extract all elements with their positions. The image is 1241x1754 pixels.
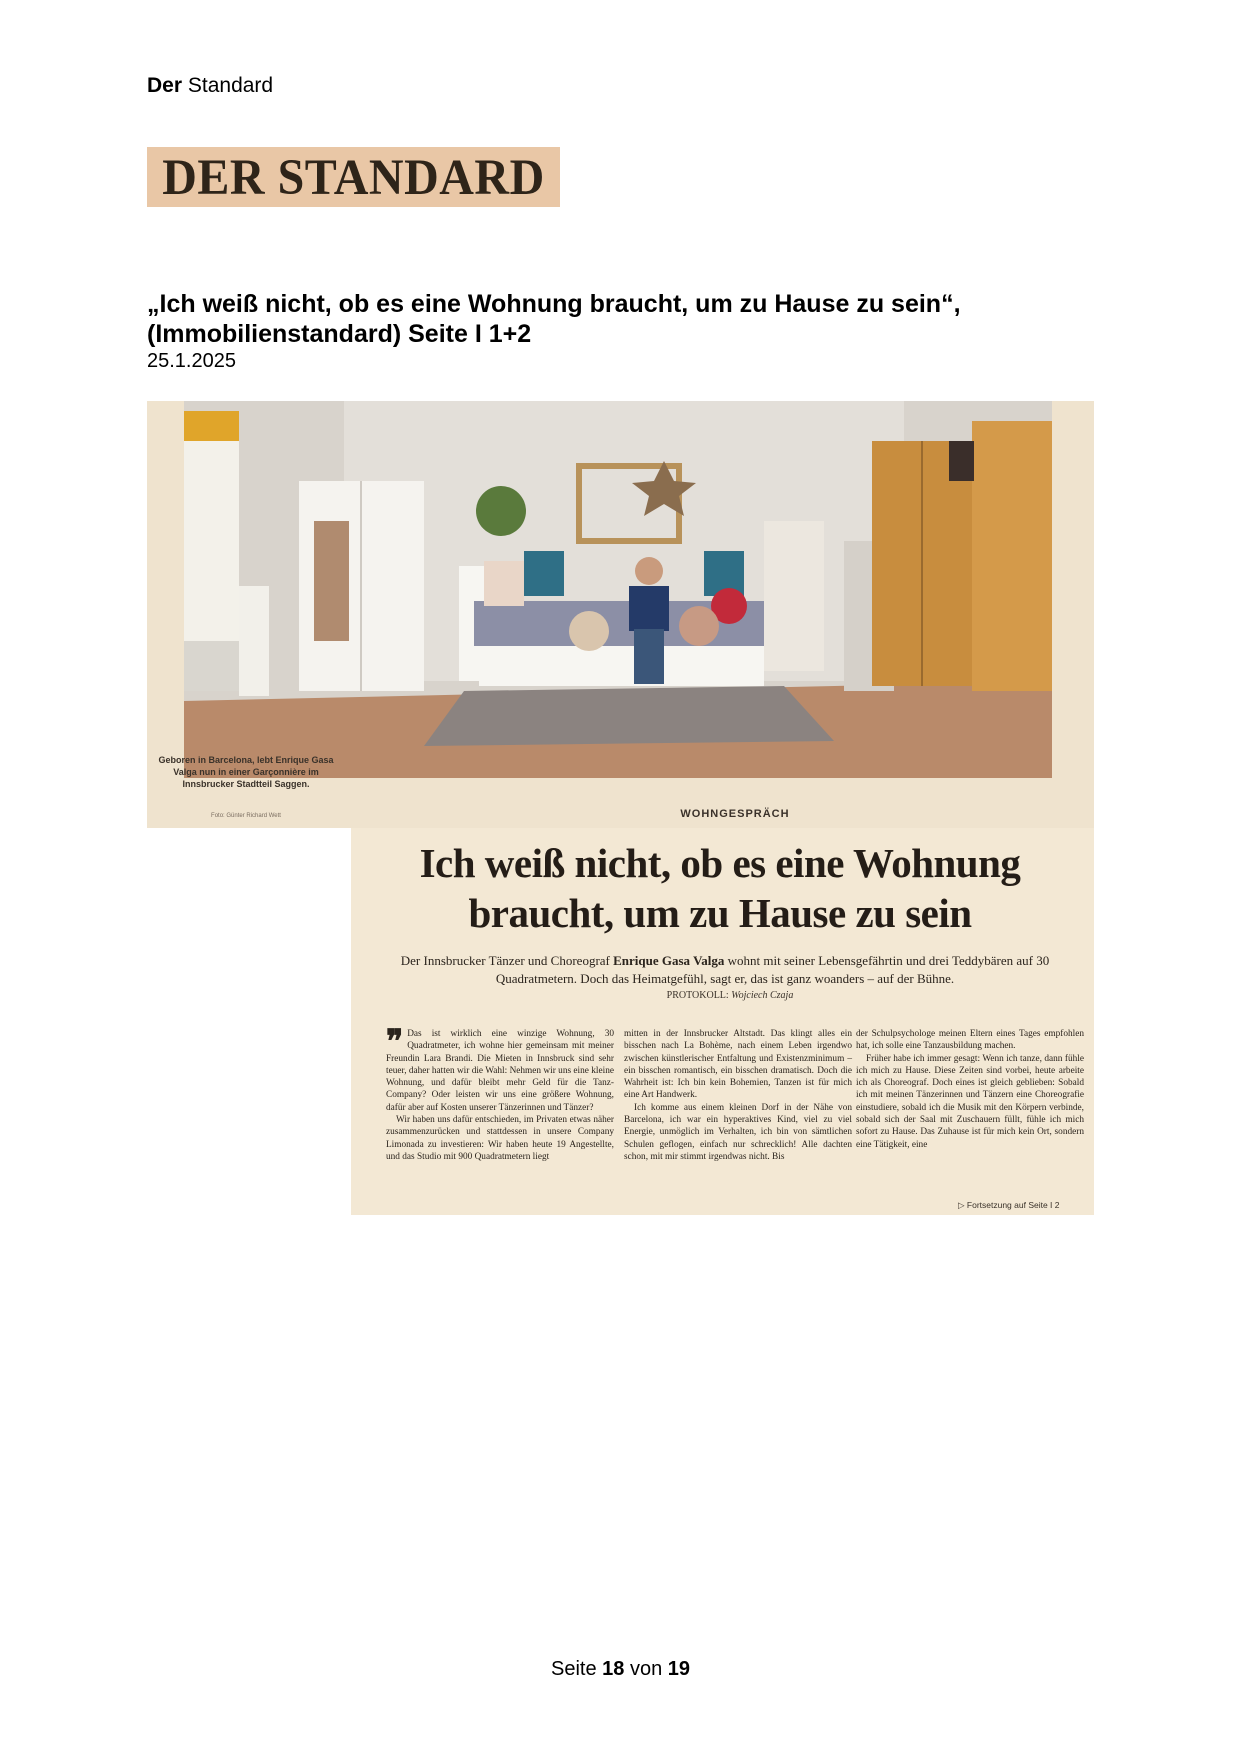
article-column-1 [386,1023,614,1163]
article-headline-line-2: braucht, um zu Hause zu sein [468,890,972,936]
publication-name [147,74,273,98]
article-headline [370,838,1070,938]
article-lead-name: Enrique Gasa Valga [613,953,725,968]
publication-name-bold: Der [147,74,183,97]
page-number-current: 18 [602,1658,625,1680]
quote-mark-icon: ❞ [386,1023,404,1059]
document-title-line-1: „Ich weiß nicht, ob es eine Wohnung braucht, um zu Hause zu sein“, [147,290,961,318]
page-number-prefix: Seite [550,1658,597,1680]
article-kicker: WOHNGESPRÄCH [680,808,790,820]
photo-credit: Foto: Günter Richard Wett [211,813,281,819]
article-column-3 [856,1028,1084,1151]
page-number-middle: von [629,1658,663,1680]
publication-name-rest: Standard [187,74,274,97]
document-title [147,289,1147,349]
article-lead-part-1: Der Innsbrucker Tänzer und Choreograf [400,953,610,968]
document-title-line-2: (Immobilienstandard) Seite I 1+2 [147,320,532,348]
column-3-paragraph-2: Früher habe ich immer gesagt: Wenn ich tanze, dann fühle ich mich zu Hause. Diese Zeiten sind vorbei, heute arbeite ich als Choreograf. Doch eines ist gleich geblieben: Sobald ich mit meinen Tänzerinnen und Tänzern eine Choreografie einstudiere, sobald ich die Musik mit den Körpern verbinde, sobald sich der Saal mit Zuschauern füllt, fühle ich mich sofort zu Hause. Das Zuhause ist für mich kein Ort, sondern eine Tätigkeit, eine [856,1053,1084,1150]
article-column-2 [624,1028,852,1163]
column-1-paragraph-2: Wir haben uns dafür entschieden, im Privaten etwas näher zusammenzurücken und stattdessen in unsere Company Limonada zu investieren: Wir haben heute 19 Angestellte, und das Studio mit 900 Quadratmetern liegt [386,1115,614,1162]
article-lead [395,952,1055,988]
masthead-logo-text: DER STANDARD [162,149,545,205]
article-photo [184,401,1052,778]
column-2-paragraph-1: mitten in der Innsbrucker Altstadt. Das klingt alles ein bisschen nach La Bohème, nach einem Leben irgendwo zwischen künstlerischer Entfaltung und Existenzminimum – ein bisschen romantisch, ein bisschen dramatisch. Doch die Wahrheit ist: Ich bin kein Bohemien, Tanzen ist für mich eine Art Handwerk. [624,1029,852,1101]
column-3-paragraph-1: der Schulpsychologe meinen Eltern eines Tages empfohlen hat, ich solle eine Tanzausbildung machen. [856,1029,1084,1052]
document-date: 25.1.2025 [147,350,236,372]
column-1-paragraph-1: Das ist wirklich eine winzige Wohnung, 30 Quadratmeter, ich wohne hier gemeinsam mit meiner Freundin Lara Brandi. Die Mieten in Innsbruck sind sehr teuer, daher hatten wir die Wahl: Nehmen wir uns eine kleine Wohnung, und dafür bleibt mehr Geld für die Tanz-Company? Oder leisten wir uns eine größere Wohnung, dafür aber auf Kosten unserer Tänzerinnen und Tänzer? [386,1029,614,1113]
page-number [0,1658,1241,1681]
masthead-logo [147,147,560,207]
article-lead-part-2: wohnt mit seiner Lebensgefährtin und drei Teddybären auf 30 Quadratmetern. Doch das Heimatgefühl, sagt er, das ist ganz woanders – auf der Bühne. [495,953,1050,986]
page-number-total: 19 [667,1658,691,1680]
article-headline-line-1: Ich weiß nicht, ob es eine Wohnung [419,840,1021,886]
byline-label: PROTOKOLL: [666,990,729,1001]
byline-author: Wojciech Czaja [731,990,794,1001]
photo-caption: Geboren in Barcelona, lebt Enrique Gasa Valga nun in einer Garçonnière im Innsbrucker Stadtteil Saggen. [158,755,334,789]
continuation-note: ▷ Fortsetzung auf Seite I 2 [958,1200,1060,1210]
column-2-paragraph-2: Ich komme aus einem kleinen Dorf in der Nähe von Barcelona, ich war ein hyperaktives Kind, viel zu viel Energie, unmöglich im Verhalten, ich bin von sämtlichen Schulen geflogen, einfach nur schrecklich! Alle dachten schon, mit mir stimmt irgendwas nicht. Bis [624,1102,852,1162]
article-byline [540,990,920,1001]
